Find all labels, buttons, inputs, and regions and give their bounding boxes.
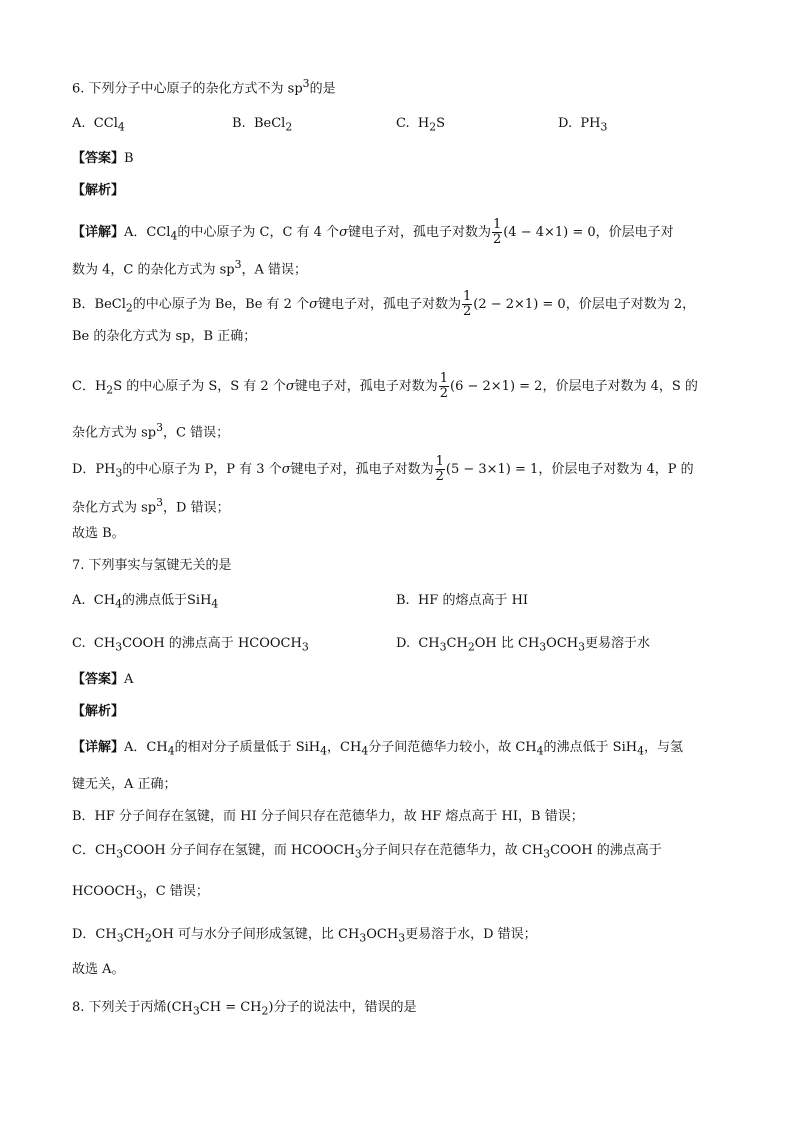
sub: 2 <box>106 383 114 397</box>
q7-detail-a-line1 <box>72 738 683 762</box>
sub: 2 <box>125 301 133 315</box>
expression: (5 − 3×1) = 1 <box>445 462 539 477</box>
frac-den: 2 <box>492 232 502 247</box>
sigma-symbol: σ <box>309 297 318 312</box>
text: 的中心原子为 C，C 有 4 个 <box>177 225 340 240</box>
text: 故选 A。 <box>72 962 125 977</box>
q6-stem-end: 的是 <box>309 81 336 97</box>
text: 8. 下列关于丙烯(CH <box>72 1000 193 1015</box>
sub: 3 <box>359 931 367 945</box>
sub: 4 <box>115 597 122 611</box>
formula: CCl <box>93 116 118 131</box>
sub: 4 <box>320 744 328 758</box>
frac-num: 1 <box>435 454 444 469</box>
q7-detail-c-line1 <box>72 841 662 865</box>
text: 键电子对，孤电子对数为 <box>290 462 434 477</box>
sub: 4 <box>211 597 219 611</box>
option-letter: A. <box>72 116 86 131</box>
q6-detail-c-line2 <box>72 418 229 443</box>
text: COOH 的沸点高于 HCOOCH <box>122 636 302 651</box>
text: B．BeCl <box>72 297 126 312</box>
detail-label: 【详解】 <box>72 740 125 755</box>
answer-label: 【答案】 <box>72 151 125 166</box>
text: COOH 的沸点高于 <box>550 843 662 858</box>
fraction-half <box>435 455 445 484</box>
option-letter: C. <box>396 116 410 131</box>
frac-den: 2 <box>462 304 472 319</box>
text: ，与氢 <box>643 740 683 755</box>
q6-answer <box>72 149 134 169</box>
text: ，C 错误； <box>163 425 230 441</box>
q8-stem <box>72 998 417 1022</box>
text: ，A 错误； <box>241 262 308 278</box>
q7-option-c <box>72 634 309 658</box>
analysis-label: 【解析】 <box>72 704 125 719</box>
fraction-half <box>439 372 449 401</box>
q7-conclusion <box>72 960 125 980</box>
text: HCOOCH <box>72 884 136 899</box>
text: C．CH <box>72 843 117 858</box>
option-letter: C. <box>72 636 86 651</box>
option-letter: A. <box>72 593 86 608</box>
text: 的相对分子质量低于 SiH <box>174 740 321 755</box>
text: A．CH <box>124 740 168 755</box>
frac-num: 1 <box>462 289 472 304</box>
text: 故选 B。 <box>72 526 125 541</box>
text: CH = CH <box>199 1000 262 1015</box>
formula: H <box>417 116 430 131</box>
text: COOH 分子间存在氢键，而 HCOOCH <box>123 843 355 858</box>
text: 键电子对，孤电子对数为 <box>347 225 491 240</box>
sub: 2 <box>261 1004 269 1018</box>
sigma-symbol: σ <box>285 379 295 394</box>
expression: (2 − 2×1) = 0 <box>473 297 566 312</box>
q7-option-b <box>396 591 528 611</box>
text: ，价层电子对数为 2， <box>565 297 696 312</box>
q7-stem <box>72 556 232 576</box>
frac-num: 1 <box>492 217 502 232</box>
expression: (6 − 2×1) = 2 <box>450 379 543 394</box>
sub: 3 <box>115 640 123 654</box>
sigma-symbol: σ <box>281 462 291 477</box>
q6-conclusion <box>72 524 125 544</box>
text: 的中心原子为 P，P 有 3 个 <box>122 462 282 477</box>
text: D．PH <box>72 462 116 477</box>
answer-label: 【答案】 <box>72 672 125 687</box>
sub: 3 <box>135 888 143 902</box>
sigma-symbol: σ <box>339 225 348 240</box>
text: ，C 错误； <box>142 884 209 899</box>
text: ，价层电子对 <box>595 225 674 240</box>
sub: 3 <box>116 847 124 861</box>
sub: 4 <box>170 229 178 243</box>
fraction-half <box>462 290 472 319</box>
formula-sub: 4 <box>117 120 125 134</box>
text: 的中心原子为 Be，Be 有 2 个 <box>132 297 310 312</box>
text: ，CH <box>327 740 362 755</box>
sub: 3 <box>301 640 309 654</box>
text: ，D 错误； <box>163 500 230 516</box>
text: CH <box>446 636 468 651</box>
text: 杂化方式为 sp <box>72 425 157 441</box>
q6-option-c <box>396 114 445 138</box>
text: 键无关，A 正确； <box>72 777 177 792</box>
analysis-label: 【解析】 <box>72 183 125 198</box>
q6-detail-c-line1 <box>72 372 698 401</box>
frac-num: 1 <box>439 371 449 386</box>
sub: 3 <box>543 847 551 861</box>
text: CH <box>123 927 145 942</box>
q6-option-a <box>72 114 125 138</box>
q7-option-a <box>72 591 218 615</box>
q6-detail-a-line1 <box>72 218 674 247</box>
text: OH 可与水分子间形成氢键，比 CH <box>151 927 360 942</box>
q7-detail-d <box>72 925 537 949</box>
sub: 2 <box>144 931 152 945</box>
sup: 3 <box>234 258 242 271</box>
q7-detail-b <box>72 807 584 827</box>
sub: 4 <box>361 744 369 758</box>
q6-detail-a-line2 <box>72 255 307 280</box>
formula-sub: 3 <box>600 120 608 134</box>
expression: (4 − 4×1) = 0 <box>503 225 596 240</box>
text: 的沸点低于 SiH <box>543 740 638 755</box>
text: D．CH <box>72 927 117 942</box>
sub: 2 <box>467 640 475 654</box>
text: SiH <box>187 593 212 608</box>
q6-detail-d-line2 <box>72 493 230 518</box>
text: S 的中心原子为 S，S 有 2 个 <box>113 379 286 394</box>
text: CH <box>418 636 440 651</box>
sub: 3 <box>539 640 547 654</box>
formula-sub: 2 <box>285 120 293 134</box>
sub: 3 <box>354 847 362 861</box>
text: B．HF 分子间存在氢键，而 HI 分子间只存在范德华力，故 HF 熔点高于 HI，B 错误； <box>72 809 584 824</box>
q7-detail-a-line2 <box>72 775 177 795</box>
text: OCH <box>546 636 579 651</box>
frac-den: 2 <box>435 469 444 484</box>
text: ，价层电子对数为 4，P 的 <box>538 462 694 477</box>
text: ，价层电子对数为 4，S 的 <box>542 379 698 394</box>
q7-detail-c-line2 <box>72 882 209 906</box>
q6-analysis-label <box>72 181 124 201</box>
fraction-half <box>492 218 502 247</box>
sub: 3 <box>398 931 406 945</box>
formula: S <box>436 116 446 131</box>
text: 键电子对，孤电子对数为 <box>317 297 461 312</box>
q6-stem-sup: 3 <box>302 77 310 90</box>
detail-label: 【详解】 <box>72 225 125 240</box>
text: 7. 下列事实与氢键无关的是 <box>72 558 232 573</box>
text: CH <box>93 593 116 608</box>
text: )分子的说法中，错误的是 <box>268 1000 417 1015</box>
sub: 4 <box>167 744 175 758</box>
q6-detail-d-line1 <box>72 455 694 484</box>
option-letter: B. <box>396 593 410 608</box>
text: 杂化方式为 sp <box>72 500 157 516</box>
q7-answer <box>72 670 133 690</box>
text: 分子间范德华力较小，故 CH <box>368 740 537 755</box>
text: A．CCl <box>124 225 171 240</box>
q6-stem <box>72 74 336 99</box>
text: 更易溶于水 <box>585 636 651 651</box>
answer-value: B <box>124 151 134 166</box>
formula: PH <box>580 116 601 131</box>
text: HF 的熔点高于 HI <box>417 593 529 608</box>
text: 分子间只存在范德华力，故 CH <box>361 843 544 858</box>
q6-option-d <box>558 114 607 138</box>
text: CH <box>93 636 116 651</box>
text: OH 比 CH <box>474 636 540 651</box>
formula: BeCl <box>253 116 286 131</box>
sub: 3 <box>192 1004 200 1018</box>
sub: 4 <box>536 744 544 758</box>
text: OCH <box>366 927 399 942</box>
q6-detail-b-line1 <box>72 290 695 319</box>
sub: 3 <box>439 640 447 654</box>
text: 的沸点低于 <box>121 593 187 608</box>
sub: 3 <box>116 931 124 945</box>
text: 键电子对，孤电子对数为 <box>294 379 438 394</box>
sup: 3 <box>156 421 164 434</box>
q7-option-d <box>396 634 650 658</box>
formula-sub: 2 <box>429 120 437 134</box>
answer-value: A <box>124 672 134 687</box>
text: 数为 4，C 的杂化方式为 sp <box>72 262 235 278</box>
text: C．H <box>72 379 107 394</box>
option-letter: B. <box>232 116 246 131</box>
q6-detail-b-line2 <box>72 327 256 347</box>
sub: 3 <box>115 466 123 480</box>
text: Be 的杂化方式为 sp，B 正确； <box>72 329 257 344</box>
text: 更易溶于水，D 错误； <box>405 927 537 942</box>
sup: 3 <box>156 496 164 509</box>
q6-option-b <box>232 114 292 138</box>
sub: 3 <box>578 640 586 654</box>
option-letter: D. <box>396 636 411 651</box>
frac-den: 2 <box>439 386 449 401</box>
option-letter: D. <box>558 116 573 131</box>
q7-analysis-label <box>72 702 124 722</box>
sub: 4 <box>637 744 644 758</box>
q6-stem-text: 6. 下列分子中心原子的杂化方式不为 sp <box>72 81 303 97</box>
